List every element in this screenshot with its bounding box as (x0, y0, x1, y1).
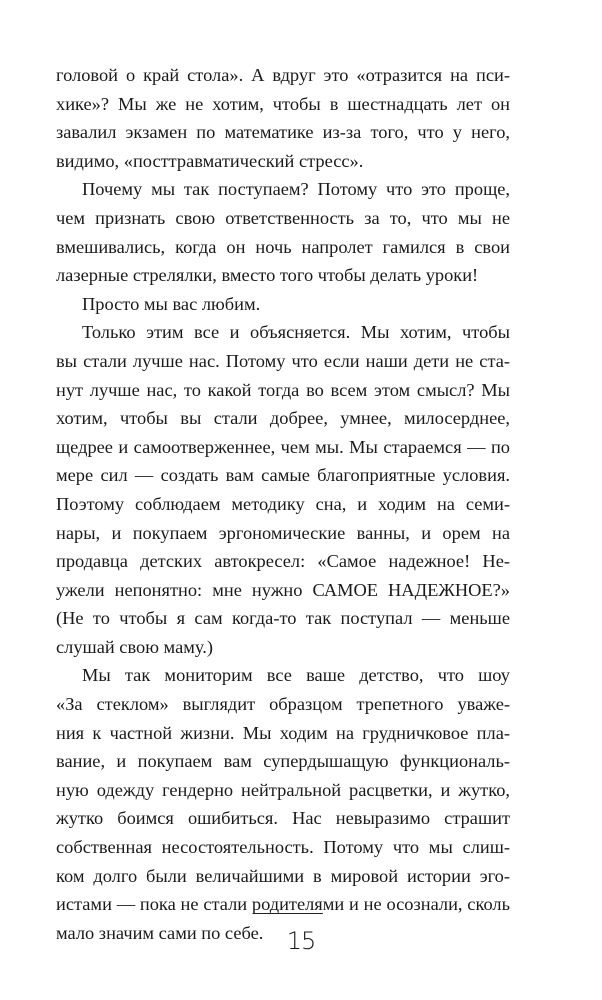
text-line: вмешивались, когда он ночь напролет гамился в свои (56, 236, 510, 257)
text-line: слушай свою маму.) (56, 636, 213, 657)
text-line: истами — пока не стали родителями и не осознали, сколь (56, 894, 510, 915)
text-line: хотим, чтобы вы стали добрее, умнее, милосерднее, (56, 408, 510, 429)
text-line: ную одежду гендерно нейтральной расцветки, и жутко, (56, 779, 510, 800)
text-line: чем признать свою ответственность за то, что мы не (56, 207, 510, 228)
text-line: Поэтому соблюдаем методику сна, и ходим на семи- (56, 493, 510, 514)
footer-divider (253, 913, 323, 914)
text-line: Только этим все и объясняется. Мы хотим, чтобы (82, 322, 510, 343)
text-line: жутко боимся ошибиться. Нас невыразимо страшит (56, 808, 510, 829)
text-line: головой о край стола». А вдруг это «отразится на пси- (56, 65, 510, 85)
text-line: ужели непонятно: мне нужно САМОЕ НАДЕЖНОЕ?» (56, 579, 510, 600)
text-line: ком долго были величайшими в мировой истории эго- (56, 865, 510, 886)
text-line: собственная несостоятельность. Потому что мы слиш- (56, 837, 510, 858)
text-line: Просто мы вас любим. (82, 293, 261, 314)
text-line: мало значим сами по себе. (56, 922, 264, 943)
page-footer (0, 905, 602, 975)
text-line: «За стеклом» выглядит образцом трепетного уваже- (56, 694, 510, 715)
text-line: щедрее и самоотверженнее, чем мы. Мы стараемся — по (56, 436, 510, 457)
text-line: мере сил — создать вам самые благоприятные условия. (56, 465, 510, 486)
text-line: вы стали лучше нас. Потому что если наши дети не ста- (56, 350, 510, 371)
text-line: Почему мы так поступаем? Потому что это проще, (82, 179, 510, 200)
page-number: 15 (286, 927, 316, 955)
text-line: ния к частной жизни. Мы ходим на грудничковое пла- (56, 722, 510, 743)
text-line: вание, и покупаем вам супердышащую функциональ- (56, 751, 510, 772)
text-line: Мы так мониторим все ваше детство, что шоу (82, 665, 510, 686)
text-line: нут лучше нас, то какой тогда во всем этом смысл? Мы (56, 379, 510, 400)
text-line: (Не то чтобы я сам когда-то так поступал — меньше (56, 608, 510, 629)
text-line: нары, и покупаем эргономические ванны, и орем на (56, 522, 510, 543)
body-text (56, 61, 510, 947)
text-line: видимо, «посттравматический стресс». (56, 150, 364, 171)
text-line: продавца детских автокресел: «Самое надежное! Не- (56, 551, 510, 572)
text-line: лазерные стрелялки, вместо того чтобы делать уроки! (56, 265, 479, 286)
text-line: хике»? Мы же не хотим, чтобы в шестнадцать лет он (56, 93, 510, 114)
text-line: завалил экзамен по математике из-за того, что у него, (56, 122, 510, 143)
